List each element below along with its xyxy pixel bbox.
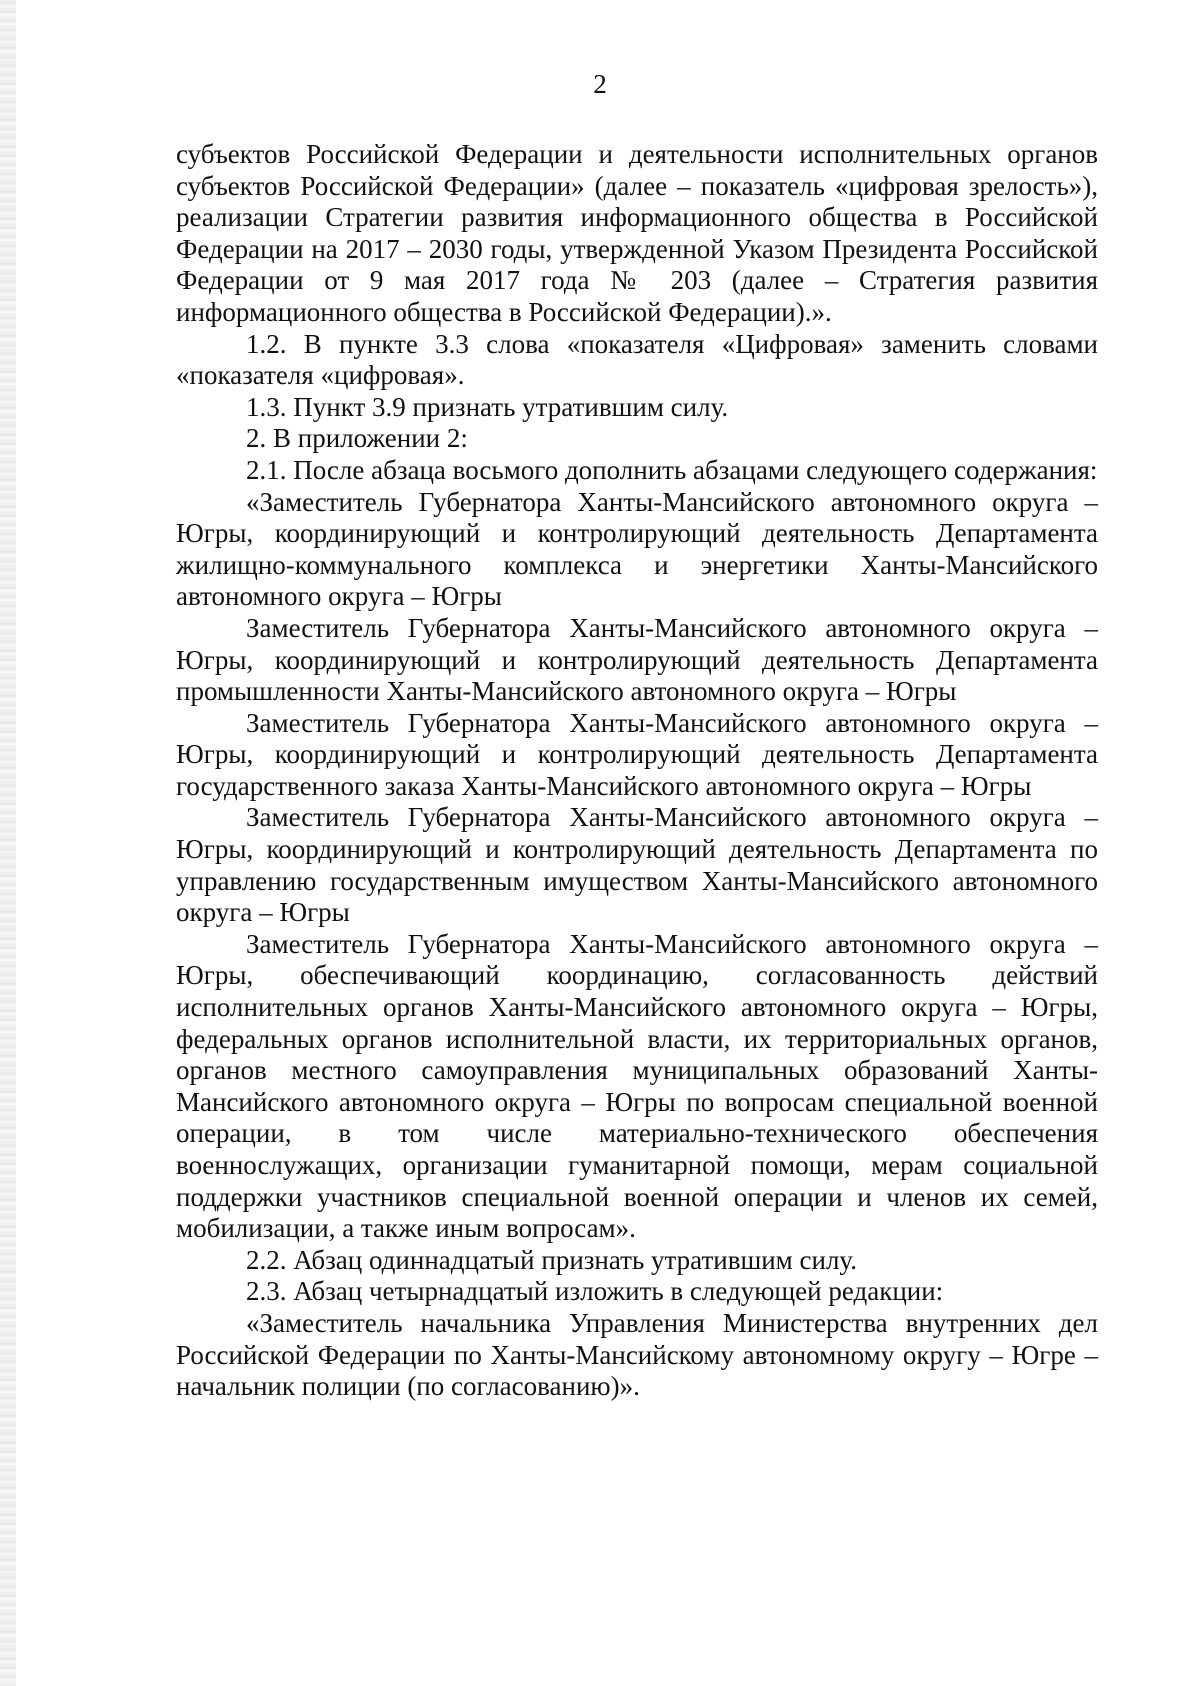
paragraph-item-1-2: 1.2. В пункте 3.3 слова «показателя «Цифровая» заменить словами «показателя «цифровая». <box>176 328 1098 391</box>
document-body <box>176 139 1098 1403</box>
paragraph-item-1-3: 1.3. Пункт 3.9 признать утратившим силу. <box>246 391 729 422</box>
paragraph-continuation: субъектов Российской Федерации и деятельности исполнительных органов субъектов Российской Федерации» (далее – показатель «цифровая зрелость»), реализации Стратегии развития информационного общества в Российской Федерации на 2017 – 2030 годы, утвержденной Указом Президента Российской Федерации от 9 мая 2017 года № 203 (далее – Стратегия развития информационного общества в Российской Федерации).». <box>176 139 1098 327</box>
paragraph-deputy-police: «Заместитель начальника Управления Министерства внутренних дел Российской Федерации по Ханты-Мансийскому автономному округу – Югре – начальник полиции (по согласованию)». <box>176 1307 1098 1402</box>
paragraph-item-2: 2. В приложении 2: <box>246 423 468 454</box>
paragraph-deputy-procurement: Заместитель Губернатора Ханты-Мансийского автономного округа – Югры, координирующий и контролирующий деятельность Департамента государственного заказа Ханты-Мансийского автономного округа – Югры <box>176 707 1098 801</box>
scan-edge-artifact <box>0 0 16 1686</box>
paragraph-item-2-3: 2.3. Абзац четырнадцатый изложить в следующей редакции: <box>246 1276 944 1307</box>
paragraph-deputy-housing: «Заместитель Губернатора Ханты-Мансийского автономного округа – Югры, координирующий и контролирующий деятельность Департамента жилищно-коммунального комплекса и энергетики Ханты-Мансийского автономного округа – Югры <box>176 486 1098 612</box>
paragraph-item-2-2: 2.2. Абзац одиннадцатый признать утратившим силу. <box>246 1244 857 1275</box>
paragraph-item-2-1: 2.1. После абзаца восьмого дополнить абзацами следующего содержания: <box>246 454 1098 485</box>
paragraph-deputy-industry: Заместитель Губернатора Ханты-Мансийского автономного округа – Югры, координирующий и контролирующий деятельность Департамента промышленности Ханты-Мансийского автономного округа – Югры <box>176 612 1098 707</box>
page-number: 2 <box>593 69 607 99</box>
paragraph-deputy-special-operation: Заместитель Губернатора Ханты-Мансийского автономного округа – Югры, обеспечивающий координацию, согласованность действий исполнительных органов Ханты-Мансийского автономного округа – Югры, федеральных органов исполнительной власти, их территориальных органов, органов местного самоуправления муниципальных образований Ханты-Мансийского автономного округа – Югры по вопросам специальной военной операции, в том числе материально-технического обеспечения военнослужащих, организации гуманитарной помощи, мерам социальной поддержки участников специальной военной операции и членов их семей, мобилизации, а также иным вопросам». <box>176 928 1098 1244</box>
paragraph-deputy-property: Заместитель Губернатора Ханты-Мансийского автономного округа – Югры, координирующий и контролирующий деятельность Департамента по управлению государственным имуществом Ханты-Мансийского автономного округа – Югры <box>176 802 1098 928</box>
